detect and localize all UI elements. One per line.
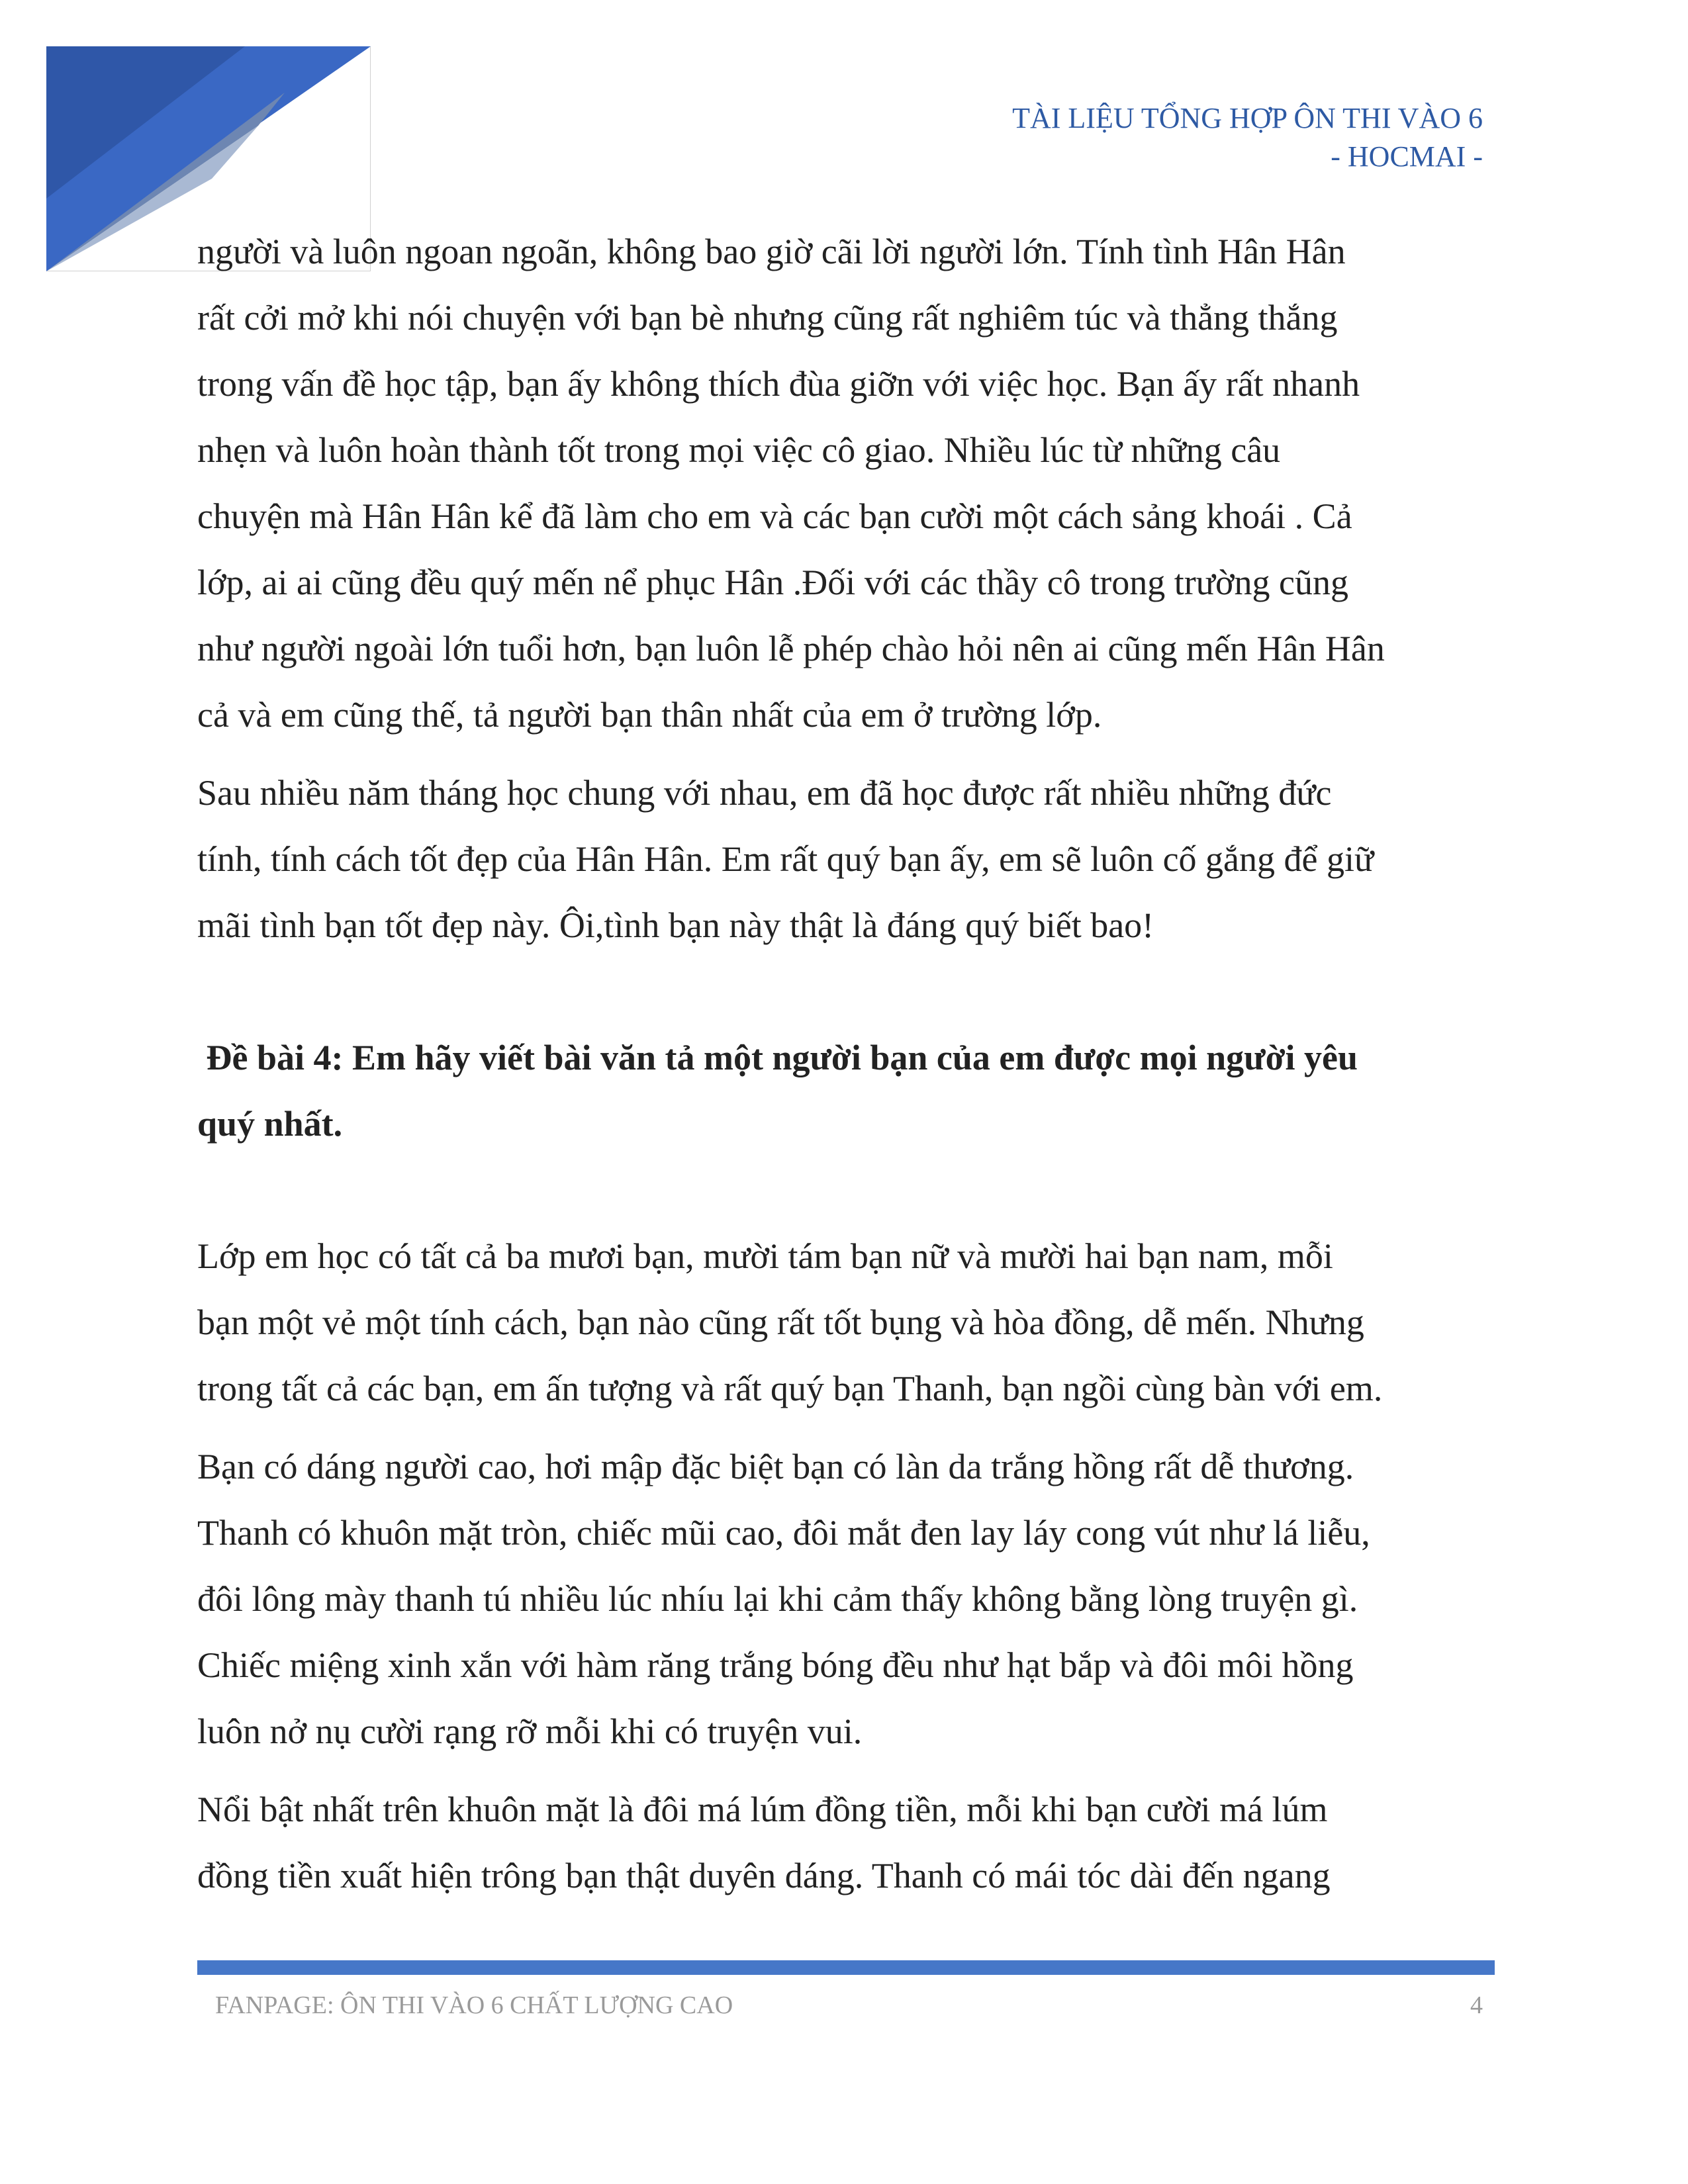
text-line: Sau nhiều năm tháng học chung với nhau, em đã học được rất nhiều những đức	[197, 773, 1332, 813]
text-line: chuyện mà Hân Hân kể đã làm cho em và các bạn cười một cách sảng khoái . Cả	[197, 496, 1352, 536]
heading-line: Đề bài 4: Em hãy viết bài văn tả một người bạn của em được mọi người yêu	[197, 1038, 1358, 1077]
paragraph	[197, 1223, 1495, 1422]
footer-rule	[197, 1960, 1495, 1975]
paragraph	[197, 760, 1495, 958]
text-line: mãi tình bạn tốt đẹp này. Ôi,tình bạn này thật là đáng quý biết bao!	[197, 905, 1154, 945]
page-header	[1012, 99, 1483, 176]
text-line: Bạn có dáng người cao, hơi mập đặc biệt bạn có làn da trắng hồng rất dễ thương.	[197, 1447, 1354, 1486]
text-line: Lớp em học có tất cả ba mươi bạn, mười tám bạn nữ và mười hai bạn nam, mỗi	[197, 1236, 1333, 1276]
text-line: nhẹn và luôn hoàn thành tốt trong mọi việc cô giao. Nhiều lúc từ những câu	[197, 430, 1281, 470]
text-line: bạn một vẻ một tính cách, bạn nào cũng rất tốt bụng và hòa đồng, dễ mến. Nhưng	[197, 1302, 1364, 1342]
text-line: lớp, ai ai cũng đều quý mến nể phục Hân .Đối với các thầy cô trong trường cũng	[197, 563, 1348, 602]
paragraph	[197, 1776, 1495, 1909]
text-line: cả và em cũng thế, tả người bạn thân nhất của em ở trường lớp.	[197, 695, 1102, 735]
section-heading	[197, 1024, 1495, 1157]
footer-fanpage-text: FANPAGE: ÔN THI VÀO 6 CHẤT LƯỢNG CAO	[215, 1991, 733, 2019]
header-title: TÀI LIỆU TỔNG HỢP ÔN THI VÀO 6	[1012, 102, 1483, 134]
page-number: 4	[1470, 1991, 1483, 2019]
text-line: đôi lông mày thanh tú nhiều lúc nhíu lại khi cảm thấy không bằng lòng truyện gì.	[197, 1579, 1358, 1619]
text-line: tính, tính cách tốt đẹp của Hân Hân. Em rất quý bạn ấy, em sẽ luôn cố gắng để giữ	[197, 839, 1374, 879]
text-line: đồng tiền xuất hiện trông bạn thật duyên dáng. Thanh có mái tóc dài đến ngang	[197, 1856, 1331, 1895]
text-line: luôn nở nụ cười rạng rỡ mỗi khi có truyện vui.	[197, 1711, 863, 1751]
text-line: người và luôn ngoan ngoãn, không bao giờ cãi lời người lớn. Tính tình Hân Hân	[197, 232, 1346, 271]
paragraph	[197, 218, 1495, 748]
text-line: Nổi bật nhất trên khuôn mặt là đôi má lúm đồng tiền, mỗi khi bạn cười má lúm	[197, 1790, 1328, 1829]
header-subtitle: - HOCMAI -	[1331, 140, 1483, 173]
text-line: Thanh có khuôn mặt tròn, chiếc mũi cao, đôi mắt đen lay láy cong vút như lá liễu,	[197, 1513, 1370, 1553]
heading-line: quý nhất.	[197, 1104, 343, 1144]
text-line: trong tất cả các bạn, em ấn tượng và rất quý bạn Thanh, bạn ngồi cùng bàn với em.	[197, 1369, 1383, 1408]
document-body	[197, 218, 1495, 1909]
text-line: trong vấn đề học tập, bạn ấy không thích đùa giỡn với việc học. Bạn ấy rất nhanh	[197, 364, 1360, 404]
text-line: Chiếc miệng xinh xắn với hàm răng trắng bóng đều như hạt bắp và đôi môi hồng	[197, 1645, 1354, 1685]
text-line: rất cởi mở khi nói chuyện với bạn bè nhưng cũng rất nghiêm túc và thẳng thắng	[197, 298, 1338, 338]
paragraph	[197, 1433, 1495, 1764]
text-line: như người ngoài lớn tuổi hơn, bạn luôn lễ phép chào hỏi nên ai cũng mến Hân Hân	[197, 629, 1385, 668]
